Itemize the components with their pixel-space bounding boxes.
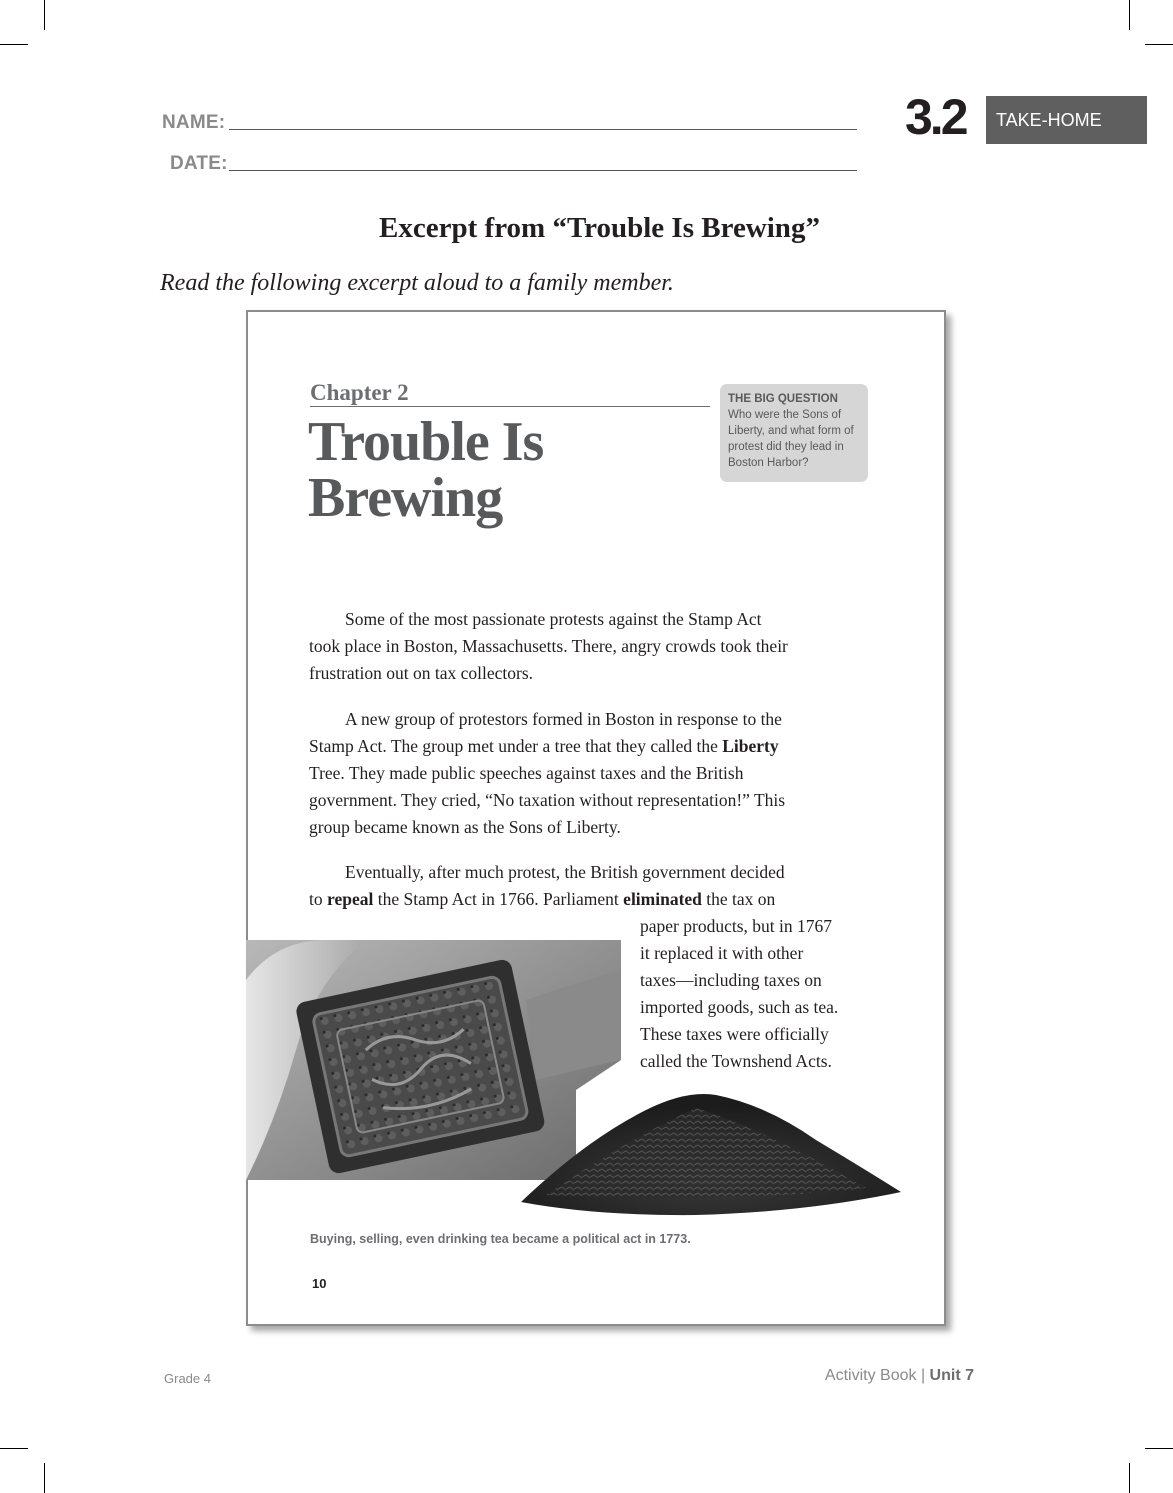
- text-line: These taxes were officially: [640, 1024, 829, 1044]
- text-line: paper products, but in 1767: [640, 916, 832, 936]
- crop-mark: [0, 1448, 28, 1449]
- big-question-box: [720, 384, 868, 482]
- text-line: Tree. They made public speeches against taxes and the British: [309, 763, 744, 783]
- text-line: to: [309, 889, 327, 909]
- crop-mark: [1129, 0, 1130, 30]
- footer-book-unit: [825, 1367, 974, 1385]
- paragraph: [309, 859, 869, 913]
- crop-mark: [44, 1463, 45, 1493]
- crop-mark: [1145, 1448, 1173, 1449]
- text-line: took place in Boston, Massachusetts. There, angry crowds took their: [309, 636, 788, 656]
- excerpt-page-number: 10: [312, 1276, 327, 1291]
- text-line: Some of the most passionate protests against the Stamp Act: [345, 609, 762, 629]
- text-line: Eventually, after much protest, the British government decided: [345, 862, 785, 882]
- crop-mark: [0, 44, 28, 45]
- text-line: imported goods, such as tea.: [640, 997, 839, 1017]
- vocab-word: repeal: [327, 889, 374, 909]
- name-label: NAME:: [162, 112, 226, 133]
- text-line: A new group of protestors formed in Boston in response to the: [345, 709, 782, 729]
- text-line: called the Townshend Acts.: [640, 1051, 832, 1071]
- text-line: Stamp Act. The group met under a tree that they called the: [309, 736, 723, 756]
- big-question-heading: THE BIG QUESTION: [728, 393, 838, 405]
- text-line: it replaced it with other: [640, 943, 804, 963]
- paragraph: [309, 706, 869, 841]
- photo-caption: Buying, selling, even drinking tea became a political act in 1773.: [310, 1232, 691, 1246]
- big-question-text: Who were the Sons of Liberty, and what form of protest did they lead in Boston Harbor?: [728, 409, 854, 469]
- tea-photo: [246, 940, 906, 1220]
- footer-separator: |: [916, 1367, 930, 1384]
- crop-mark: [1129, 1463, 1130, 1493]
- lesson-number: 3.2: [905, 89, 966, 145]
- page-title: Excerpt from “Trouble Is Brewing”: [379, 212, 820, 244]
- chapter-label: Chapter 2: [310, 380, 409, 405]
- footer-book: Activity Book: [824, 1367, 917, 1384]
- text-line: the Stamp Act in 1766. Parliament: [373, 889, 624, 909]
- name-field[interactable]: [229, 129, 857, 130]
- vocab-word: eliminated: [623, 889, 702, 909]
- date-field[interactable]: [229, 170, 857, 171]
- text-line: frustration out on tax collectors.: [309, 663, 534, 683]
- chapter-title-line: Trouble Is: [308, 411, 544, 473]
- footer-grade: Grade 4: [164, 1371, 211, 1386]
- chapter-title: [308, 411, 544, 529]
- instructions: Read the following excerpt aloud to a family member.: [160, 270, 674, 296]
- text-line: taxes—including taxes on: [640, 970, 822, 990]
- text-line: government. They cried, “No taxation without representation!” This: [309, 790, 786, 810]
- chapter-rule: [310, 406, 710, 407]
- crop-mark: [1145, 44, 1173, 45]
- take-home-badge: TAKE-HOME: [986, 96, 1147, 144]
- text-line: the tax on: [701, 889, 776, 909]
- text-line: group became known as the Sons of Liberty.: [309, 817, 621, 837]
- date-label: DATE:: [170, 153, 228, 174]
- chapter-title-line: Brewing: [308, 467, 503, 529]
- crop-mark: [44, 0, 45, 30]
- paragraph: [309, 606, 869, 687]
- vocab-word: Liberty: [722, 736, 779, 756]
- footer-unit: Unit 7: [929, 1367, 974, 1384]
